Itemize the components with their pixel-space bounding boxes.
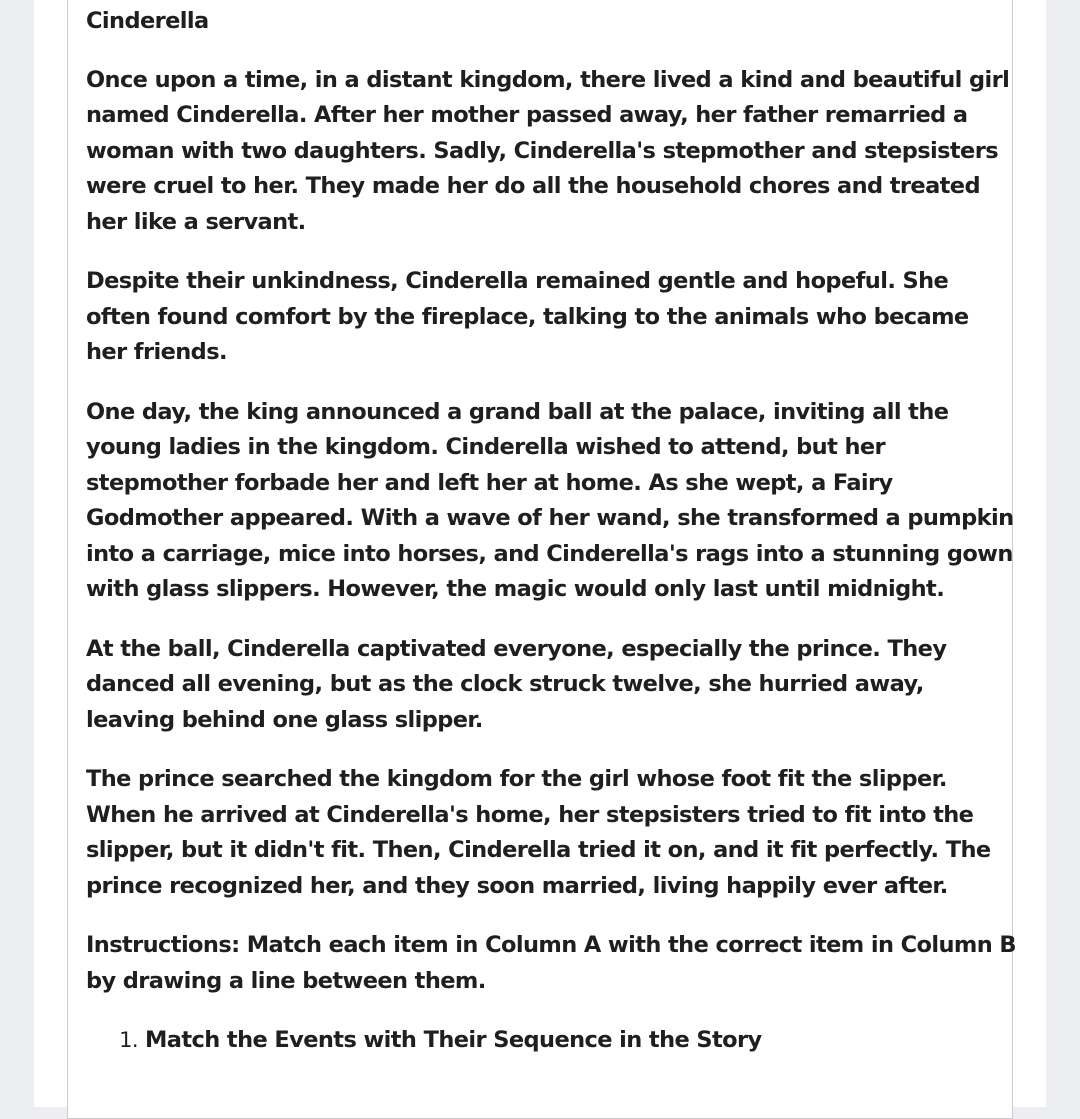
list-item-text: Match the Events with Their Sequence in the Story bbox=[145, 1027, 762, 1053]
list-item-number: 1. bbox=[119, 1028, 138, 1052]
story-paragraph-1: Once upon a time, in a distant kingdom, there lived a kind and beautiful girl named Cinderella. After her mother passed away, her father remarried a woman with two daughters. Sadly, Cinderella's stepmother and stepsisters were cruel to her. They made her do all the household chores and treated her like a servant. bbox=[86, 66, 1010, 235]
story-paragraph-5: The prince searched the kingdom for the girl whose foot fit the slipper. When he arrived at Cinderella's home, her stepsisters tried to fit into the slipper, but it didn't fit. Then, Cinderella tried it on, and it fit perfectly. The prince recognized her, and they soon married, living happily ever after. bbox=[86, 766, 991, 899]
story-paragraph-2: Despite their unkindness, Cinderella remained gentle and hopeful. She often found comfort by the fireplace, talking to the animals who became her friends. bbox=[86, 268, 969, 365]
instructions-text: Instructions: Match each item in Column A with the correct item in Column B by drawing a line between them. bbox=[86, 932, 1016, 994]
document-title: Cinderella bbox=[86, 8, 209, 34]
exercise-list bbox=[86, 1023, 1016, 1059]
list-item bbox=[86, 1023, 1016, 1059]
story-paragraph-3: One day, the king announced a grand ball at the palace, inviting all the young ladies in the kingdom. Cinderella wished to attend, but her stepmother forbade her and left her at home. As she wept, a Fairy Godmother appeared. With a wave of her wand, she transformed a pumpkin into a carriage, mice into horses, and Cinderella's rags into a stunning gown with glass slippers. However, the magic would only last until midnight. bbox=[86, 398, 1014, 602]
story-paragraph-4: At the ball, Cinderella captivated everyone, especially the prince. They danced all evening, but as the clock struck twelve, she hurried away, leaving behind one glass slipper. bbox=[86, 635, 947, 733]
document-content bbox=[86, 0, 1016, 1059]
